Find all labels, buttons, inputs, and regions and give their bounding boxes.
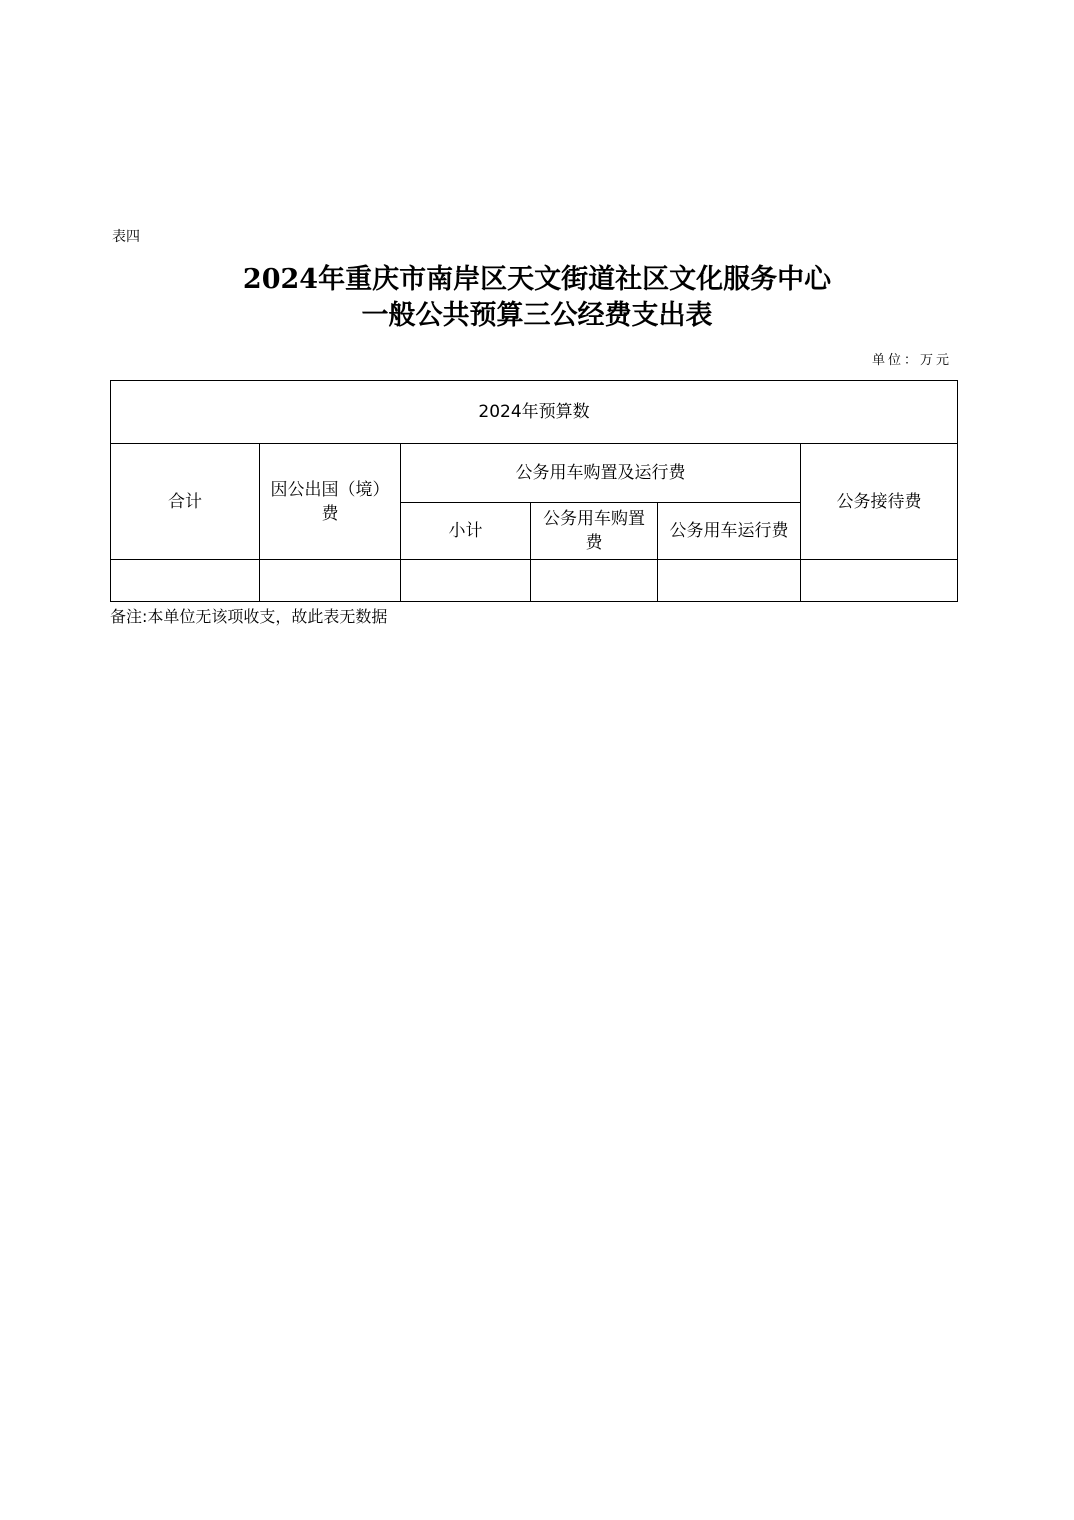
table-note: 备注:本单位无该项收支，故此表无数据 xyxy=(110,607,388,626)
header-vehicle-group: 公务用车购置及运行费 xyxy=(401,444,801,503)
unit-label: 单位：万元 xyxy=(871,353,952,368)
header-total: 合计 xyxy=(111,444,260,560)
table-header-row-year xyxy=(111,381,958,444)
cell-vehicle-subtotal xyxy=(401,560,531,602)
cell-reception xyxy=(801,560,958,602)
header-reception: 公务接待费 xyxy=(801,444,958,560)
cell-vehicle-operation xyxy=(658,560,801,602)
table-header-row-1 xyxy=(111,444,958,503)
cell-total xyxy=(111,560,260,602)
header-overseas: 因公出国（境）费 xyxy=(260,444,401,560)
document-title-line-1: 2024年重庆市南岸区天文街道社区文化服务中心 xyxy=(242,264,832,295)
header-vehicle-operation: 公务用车运行费 xyxy=(658,503,801,560)
header-vehicle-subtotal: 小计 xyxy=(401,503,531,560)
header-vehicle-purchase: 公务用车购置费 xyxy=(531,503,658,560)
year-budget-header: 2024年预算数 xyxy=(111,381,958,444)
table-row xyxy=(111,560,958,602)
budget-table xyxy=(110,380,958,602)
cell-overseas xyxy=(260,560,401,602)
table-number-label: 表四 xyxy=(112,229,140,245)
cell-vehicle-purchase xyxy=(531,560,658,602)
document-title-line-2: 一般公共预算三公经费支出表 xyxy=(361,300,713,331)
